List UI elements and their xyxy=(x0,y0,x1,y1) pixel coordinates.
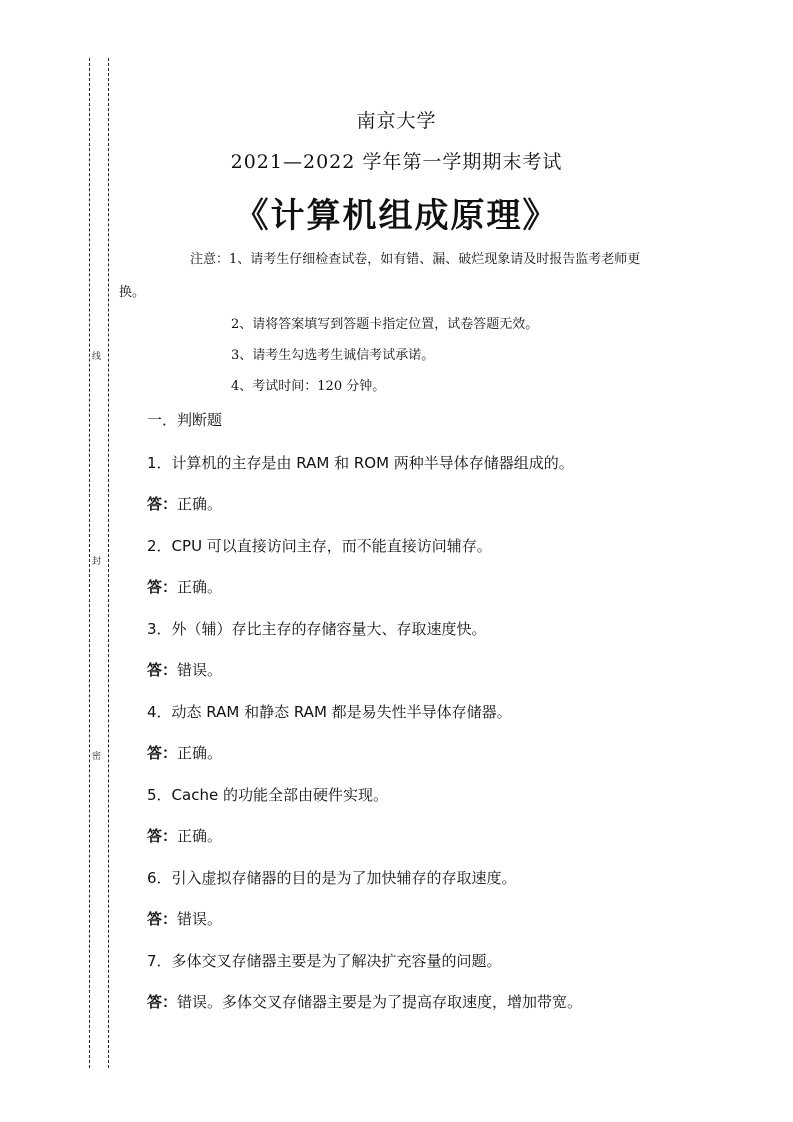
exam-term: 2021—2022 学年第一学期期末考试 xyxy=(230,151,563,173)
notice-line-1-continued: 换。 xyxy=(119,285,146,300)
question-4: 4．动态 RAM 和静态 RAM 都是易失性半导体存储器。 xyxy=(147,703,512,721)
section-title: 一．判断题 xyxy=(147,411,223,429)
question-3: 3．外（辅）存比主存的存储容量大、存取速度快。 xyxy=(147,620,487,638)
answer-2 xyxy=(147,576,222,597)
answer-5 xyxy=(147,825,222,846)
answer-7 xyxy=(147,991,582,1012)
answer-label: 答： xyxy=(147,993,178,1011)
notice-line-3: 3、请考生勾选考生诚信考试承诺。 xyxy=(231,348,435,363)
answer-text: 错误。 xyxy=(177,910,223,928)
answer-label: 答： xyxy=(147,827,178,845)
answer-text: 错误。 xyxy=(177,661,223,679)
notice-line-1: 注意：1、请考生仔细检查试卷，如有错、漏、破烂现象请及时报告监考老师更 xyxy=(190,252,641,267)
course-title: 《计算机组成原理》 xyxy=(234,196,559,236)
notice-line-2: 2、请将答案填写到答题卡指定位置，试卷答题无效。 xyxy=(231,317,539,332)
question-2: 2．CPU 可以直接访问主存，而不能直接访问辅存。 xyxy=(147,537,492,555)
notice-line-4: 4、考试时间：120 分钟。 xyxy=(231,379,386,394)
question-1: 1．计算机的主存是由 RAM 和 ROM 两种半导体存储器组成的。 xyxy=(147,454,574,472)
answer-label: 答： xyxy=(147,661,178,679)
margin-label-mi: 密 xyxy=(92,752,102,762)
answer-text: 正确。 xyxy=(177,495,223,513)
answer-4 xyxy=(147,742,222,763)
answer-text: 错误。多体交叉存储器主要是为了提高存取速度，增加带宽。 xyxy=(177,993,583,1011)
answer-6 xyxy=(147,908,222,929)
answer-text: 正确。 xyxy=(177,744,223,762)
margin-label-xian: 线 xyxy=(92,352,102,362)
question-5: 5．Cache 的功能全部由硬件实现。 xyxy=(147,786,388,804)
answer-label: 答： xyxy=(147,495,178,513)
margin-label-feng: 封 xyxy=(92,557,102,567)
question-7: 7．多体交叉存储器主要是为了解决扩充容量的问题。 xyxy=(147,952,502,970)
answer-text: 正确。 xyxy=(177,827,223,845)
answer-1 xyxy=(147,493,222,514)
answer-3 xyxy=(147,659,222,680)
school-name: 南京大学 xyxy=(356,110,437,132)
question-6: 6．引入虚拟存储器的目的是为了加快辅存的存取速度。 xyxy=(147,869,517,887)
answer-label: 答： xyxy=(147,910,178,928)
answer-label: 答： xyxy=(147,578,178,596)
answer-label: 答： xyxy=(147,744,178,762)
answer-text: 正确。 xyxy=(177,578,223,596)
